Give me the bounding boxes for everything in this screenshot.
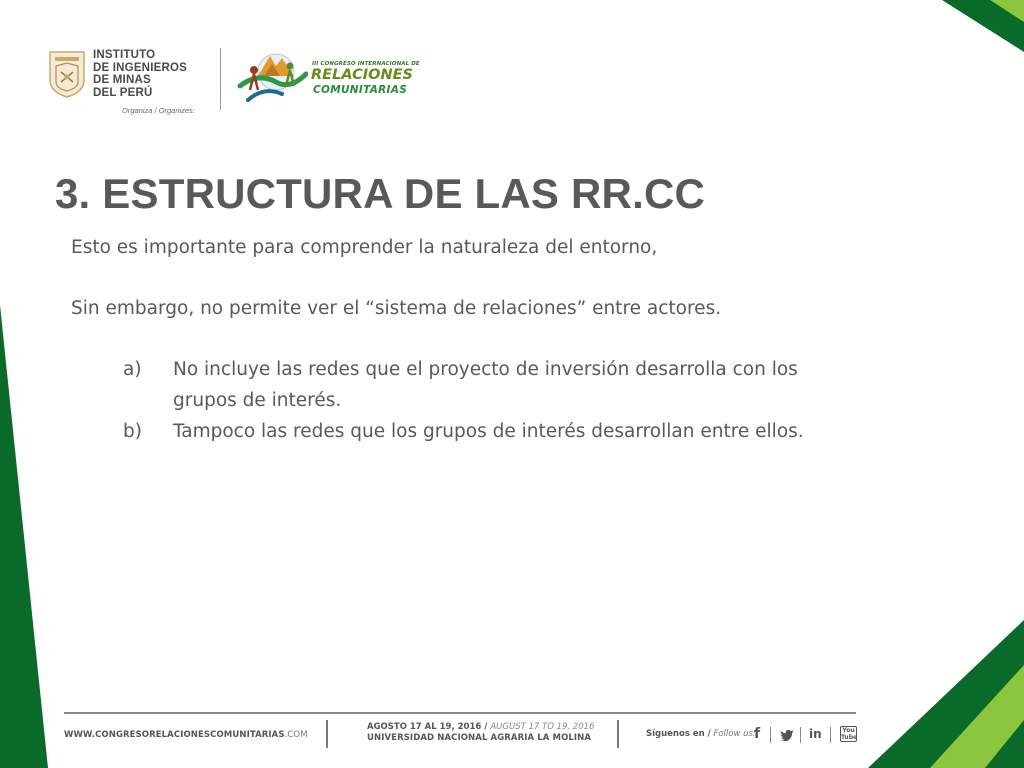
organizer-caption: Organiza / Organizes:: [122, 106, 195, 115]
footer-follow-en: Follow us:: [713, 729, 756, 739]
organizer-name-line: DEL PERÚ: [93, 86, 153, 99]
footer-website: [64, 730, 308, 740]
footer-separator: [617, 720, 619, 748]
list-item-text-line: Tampoco las redes que los grupos de interés desarrollan entre ellos.: [173, 421, 804, 442]
footer-dates-es: AGOSTO 17 AL 19, 2016: [367, 722, 482, 732]
list-item-text-line: No incluye las redes que el proyecto de inversión desarrolla con los: [173, 359, 798, 380]
footer-event-info: AGOSTO 17 AL 19, 2016 / AUGUST 17 TO 19, 2016 UNIVERSIDAD NACIONAL AGRARIA LA MOLINA: [367, 722, 595, 743]
congress-emblem-icon: [236, 46, 308, 112]
header-divider: [220, 48, 221, 110]
footer-divider: [64, 712, 856, 714]
linkedin-icon[interactable]: in: [809, 727, 822, 741]
footer-website-domain: WWW.CONGRESORELACIONESCOMUNITARIAS: [64, 730, 285, 740]
footer-separator: [326, 720, 328, 748]
slide-body: [71, 232, 901, 447]
twitter-icon[interactable]: [780, 729, 794, 741]
social-separator: [770, 727, 771, 743]
organizer-name: [93, 49, 213, 99]
youtube-icon[interactable]: You Tube: [841, 727, 858, 741]
footer-website-tld: .COM: [284, 730, 308, 740]
list-marker: b): [123, 421, 142, 442]
list-item-b: [71, 416, 901, 447]
congress-name-line2: RELACIONES: [311, 67, 413, 83]
congress-name-line3: COMUNITARIAS: [313, 84, 408, 96]
organizer-name-line: DE INGENIEROS: [93, 61, 187, 74]
paragraph-1: Esto es importante para comprender la naturaleza del entorno,: [71, 237, 658, 258]
slide-title: 3. ESTRUCTURA DE LAS RR.CC: [55, 170, 706, 217]
paragraph-2: Sin embargo, no permite ver el “sistema de relaciones” entre actores.: [71, 298, 722, 319]
list-item-a: [71, 354, 901, 416]
footer-venue: UNIVERSIDAD NACIONAL AGRARIA LA MOLINA: [367, 733, 592, 743]
social-separator: [800, 727, 801, 743]
list-item-text-line: grupos de interés.: [173, 390, 342, 411]
social-separator: [830, 727, 831, 743]
organizer-crest-icon: [48, 50, 86, 98]
list-marker: a): [123, 359, 142, 380]
footer-follow-es: Síguenos en /: [646, 729, 711, 739]
organizer-name-line: INSTITUTO: [93, 49, 156, 61]
footer-dates-en: AUGUST 17 TO 19, 2016: [490, 722, 595, 732]
congress-name-line1: III CONGRESO INTERNACIONAL DE: [312, 61, 420, 67]
organizer-name-line: DE MINAS: [93, 74, 151, 86]
facebook-icon[interactable]: f: [754, 726, 761, 742]
footer-follow: [646, 729, 756, 739]
